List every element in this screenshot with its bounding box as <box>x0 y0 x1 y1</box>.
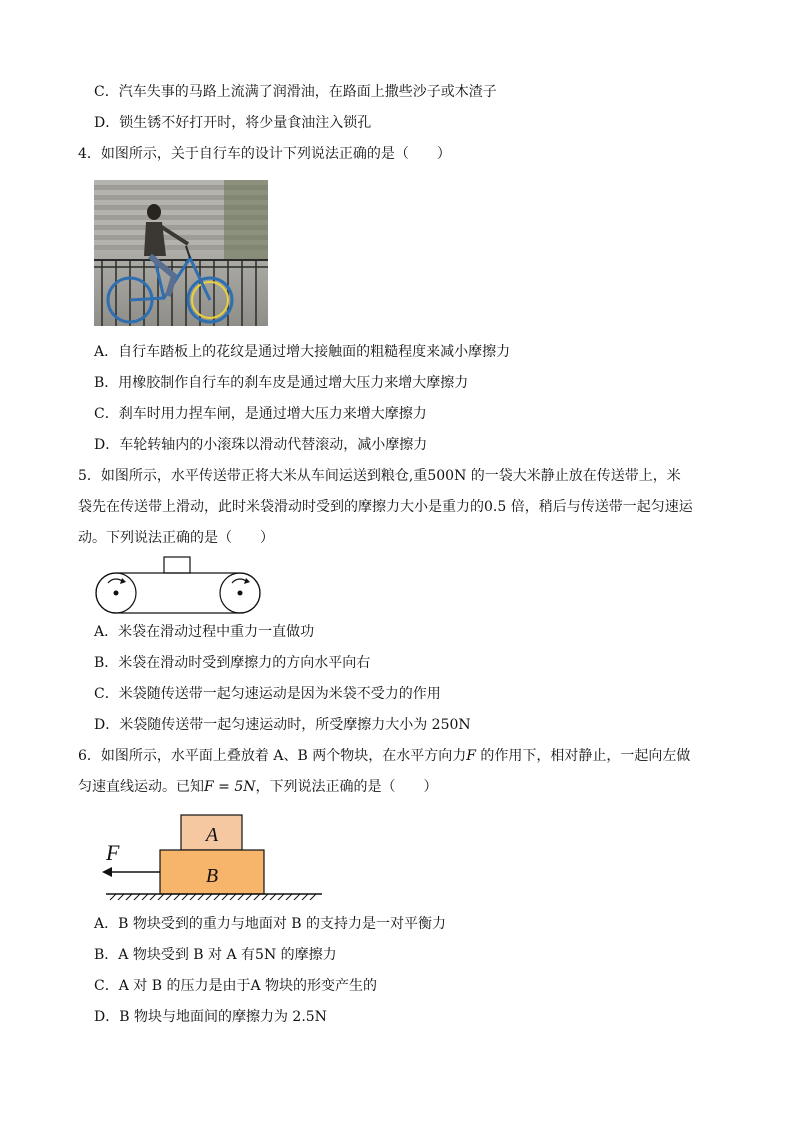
q5-stem-line2: 袋先在传送带上滑动，此时米袋滑动时受到的摩擦力大小是重力的0.5 倍，稍后与传送带一起匀速运 <box>78 499 693 515</box>
rice-bag <box>164 557 190 573</box>
force-arrow-head-icon <box>102 867 112 877</box>
bicycle-rider-illustration <box>94 180 268 326</box>
block-b-label: B <box>205 865 219 887</box>
q6-option-c: C．A 对 B 的压力是由于A 物块的形变产生的 <box>94 978 378 994</box>
q5-option-d: D．米袋随传送带一起匀速运动时，所受摩擦力大小为 250N <box>94 717 471 733</box>
q3-option-c: C．汽车失事的马路上流满了润滑油，在路面上撒些沙子或木渣子 <box>94 84 497 100</box>
q4-option-b: B．用橡胶制作自行车的刹车皮是通过增大压力来增大摩擦力 <box>94 375 469 391</box>
q4-option-d: D．车轮转轴内的小滚珠以滑动代替滚动，减小摩擦力 <box>94 437 428 453</box>
q5-option-b: B．米袋在滑动时受到摩擦力的方向水平向右 <box>94 655 371 671</box>
q3-option-d: D．锁生锈不好打开时，将少量食油注入锁孔 <box>94 115 372 131</box>
q6-stem-line2-tail: ，下列说法正确的是（ ） <box>255 779 438 795</box>
q5-option-a: A．米袋在滑动过程中重力一直做功 <box>94 624 315 640</box>
q6-formula: F = 5N <box>204 779 256 795</box>
q6-option-b: B．A 物块受到 B 对 A 有5N 的摩擦力 <box>94 947 337 963</box>
q6-stem-line1-text: 6．如图所示，水平面上叠放着 A、B 两个物块，在水平方向力 <box>78 748 467 764</box>
q6-stem-line1-tail: 的作用下，相对静止，一起向左做 <box>475 748 691 764</box>
stacked-blocks-diagram <box>96 812 326 902</box>
q4-option-a: A．自行车踏板上的花纹是通过增大接触面的粗糙程度来减小摩擦力 <box>94 344 511 360</box>
q5-option-c: C．米袋随传送带一起匀速运动是因为米袋不受力的作用 <box>94 686 441 702</box>
block-a-label: A <box>205 824 219 846</box>
q6-force-symbol: F <box>466 748 476 764</box>
rotation-arrow-icon <box>232 579 246 583</box>
bicycle-photo <box>94 180 268 326</box>
q6-option-d: D．B 物块与地面间的摩擦力为 2.5N <box>94 1009 327 1025</box>
rotation-arrow-icon <box>108 579 122 583</box>
q6-stem-line2-head: 匀速直线运动。已知 <box>78 779 204 795</box>
force-label: F <box>106 840 120 865</box>
conveyor-belt-diagram <box>94 556 266 616</box>
q4-option-c: C．刹车时用力捏车闸，是通过增大压力来增大摩擦力 <box>94 406 427 422</box>
q6-stem-line1 <box>78 746 690 766</box>
q5-stem-line3: 动。下列说法正确的是（ ） <box>78 530 274 546</box>
q4-stem: 4．如图所示，关于自行车的设计下列说法正确的是（ ） <box>78 146 451 162</box>
q5-stem-line1: 5．如图所示，水平传送带正将大米从车间运送到粮仓,重500N 的一袋大米静止放在传送带上，米 <box>78 468 681 484</box>
q6-option-a: A．B 物块受到的重力与地面对 B 的支持力是一对平衡力 <box>94 916 447 932</box>
q6-stem-line2 <box>78 777 438 797</box>
ground-hatching <box>110 894 316 900</box>
